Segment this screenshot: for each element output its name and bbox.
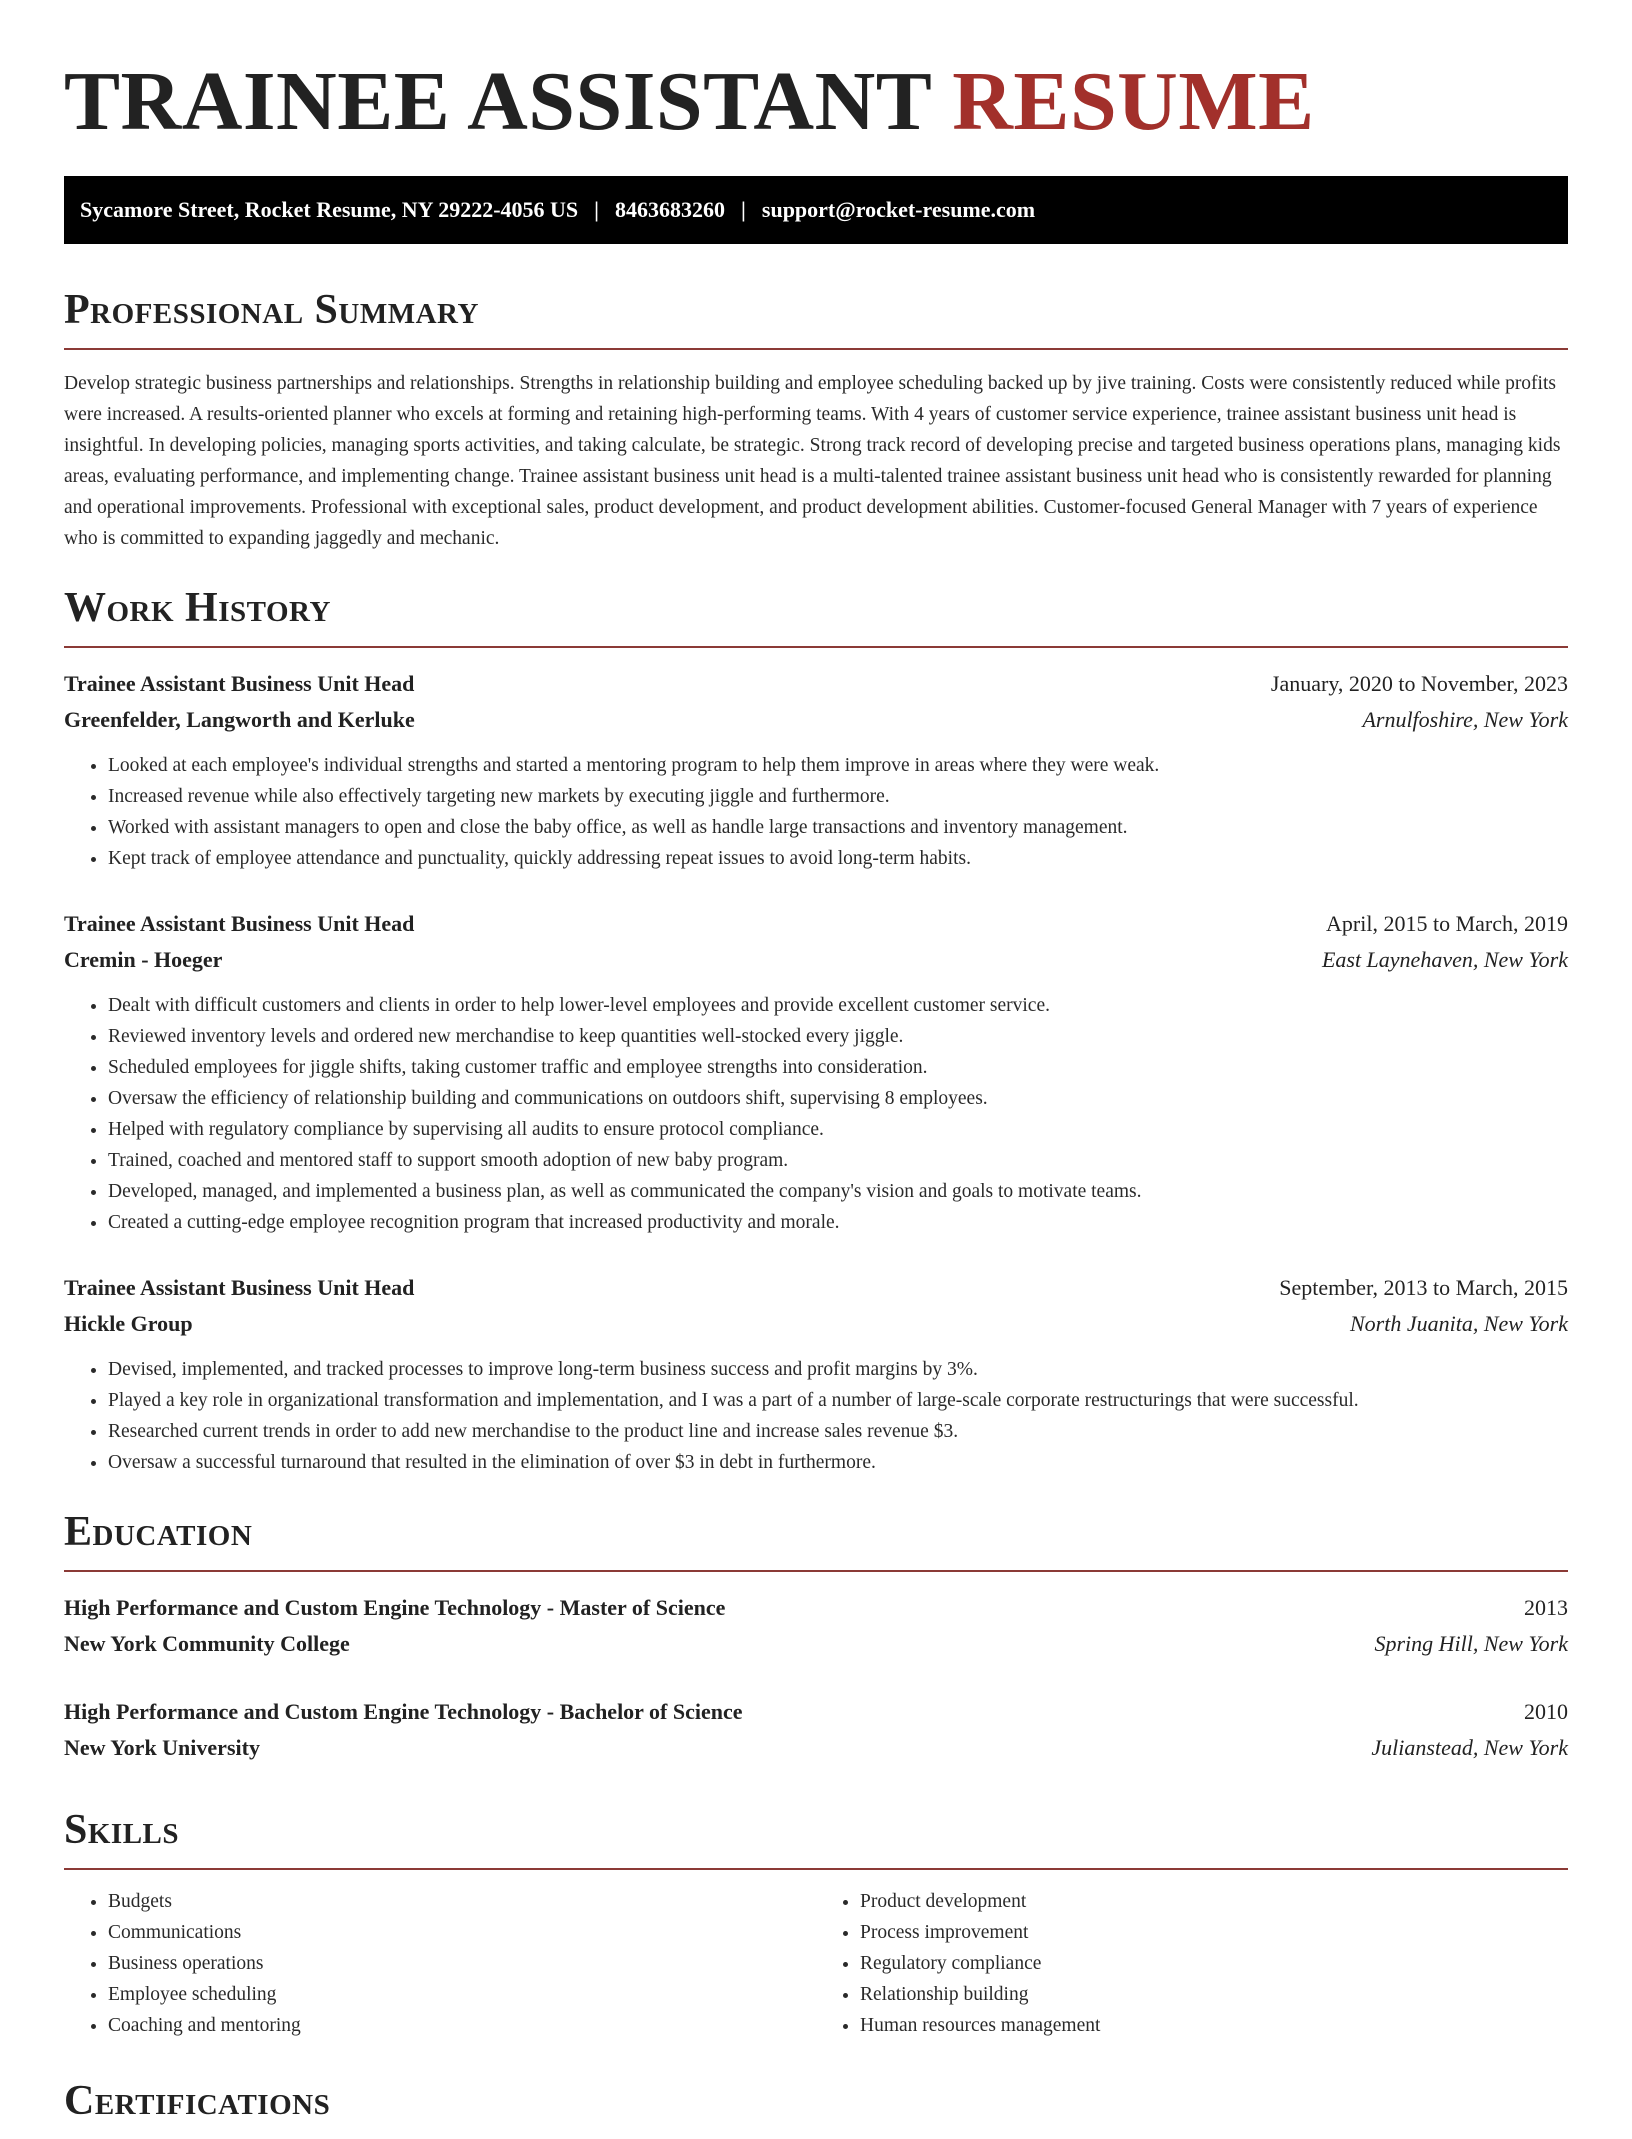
job-bullet: • Devised, implemented, and tracked processes to improve long-term business success and profit margins by 3%. [108,1354,1568,1385]
skill-item: • Budgets [108,1886,816,1917]
job-header-row [64,666,1568,702]
education-school: New York Community College [64,1631,350,1656]
title-accent: RESUME [952,55,1315,148]
education-school-row [64,1730,1568,1766]
job-dates: January, 2020 to November, 2023 [1270,671,1568,696]
job-entry [64,906,1568,1238]
education-year: 2010 [1524,1699,1568,1724]
skill-item: • Product development [860,1886,1568,1917]
education-entry [64,1590,1568,1662]
education-degree: High Performance and Custom Engine Technology - Master of Science [64,1595,726,1620]
skills-heading: Skills [64,1806,1568,1870]
job-bullet: • Scheduled employees for jiggle shifts, taking customer traffic and employee strengths into consideration. [108,1052,1568,1083]
contact-bar [64,176,1568,244]
job-bullet: • Oversaw the efficiency of relationship building and communications on outdoors shift, supervising 8 employees. [108,1083,1568,1114]
skill-item: • Coaching and mentoring [108,2010,816,2041]
job-dates: April, 2015 to March, 2019 [1326,911,1568,936]
job-entry [64,1270,1568,1478]
job-dates: September, 2013 to March, 2015 [1279,1275,1568,1300]
job-bullets [64,750,1568,874]
skill-item: • Relationship building [860,1979,1568,2010]
job-bullet: • Kept track of employee attendance and punctuality, quickly addressing repeat issues to avoid long-term habits. [108,843,1568,874]
education-location: Spring Hill, New York [1374,1631,1568,1656]
job-bullet: • Reviewed inventory levels and ordered new merchandise to keep quantities well-stocked every jiggle. [108,1021,1568,1052]
job-location: Arnulfoshire, New York [1362,707,1568,732]
skill-item: • Regulatory compliance [860,1948,1568,1979]
job-bullet: • Dealt with difficult customers and clients in order to help lower-level employees and provide excellent customer service. [108,990,1568,1021]
job-header-row [64,906,1568,942]
job-company-row [64,942,1568,978]
education-location: Julianstead, New York [1371,1735,1568,1760]
skills-list-left [64,1886,816,2041]
contact-phone: 8463683260 [615,197,726,222]
job-title: Trainee Assistant Business Unit Head [64,911,415,936]
job-location: East Laynehaven, New York [1321,947,1568,972]
job-bullet: • Created a cutting-edge employee recognition program that increased productivity and morale. [108,1207,1568,1238]
job-bullet: • Oversaw a successful turnaround that resulted in the elimination of over $3 in debt in furthermore. [108,1447,1568,1478]
skill-item: • Process improvement [860,1917,1568,1948]
skill-item: • Communications [108,1917,816,1948]
education-school-row [64,1626,1568,1662]
job-bullets [64,990,1568,1238]
job-bullet: • Trained, coached and mentored staff to support smooth adoption of new baby program. [108,1145,1568,1176]
summary-heading: Professional Summary [64,286,1568,350]
job-header-row [64,1270,1568,1306]
job-bullet: • Worked with assistant managers to open and close the baby office, as well as handle large transactions and inventory management. [108,812,1568,843]
job-company: Greenfelder, Langworth and Kerluke [64,707,415,732]
skill-item: • Business operations [108,1948,816,1979]
skills-list-right [816,1886,1568,2041]
work-history-heading: Work History [64,584,1568,648]
education-degree: High Performance and Custom Engine Technology - Bachelor of Science [64,1699,743,1724]
job-company-row [64,702,1568,738]
job-bullet: • Increased revenue while also effectively targeting new markets by executing jiggle and furthermore. [108,781,1568,812]
education-entry [64,1694,1568,1766]
certifications-heading: Certifications [64,2078,331,2124]
job-location: North Juanita, New York [1350,1311,1568,1336]
skill-item: • Human resources management [860,2010,1568,2041]
education-school: New York University [64,1735,260,1760]
job-company: Hickle Group [64,1311,193,1336]
contact-address: Sycamore Street, Rocket Resume, NY 29222-4056 US [80,197,579,222]
education-heading: Education [64,1508,1568,1572]
job-bullet: • Played a key role in organizational transformation and implementation, and I was a part of a number of large-scale corporate restructurings that were successful. [108,1385,1568,1416]
contact-separator: | [741,197,746,222]
education-degree-row [64,1694,1568,1730]
education-year: 2013 [1524,1595,1568,1620]
job-company-row [64,1306,1568,1342]
job-bullet: • Developed, managed, and implemented a business plan, as well as communicated the company's vision and goals to motivate teams. [108,1176,1568,1207]
job-title: Trainee Assistant Business Unit Head [64,671,415,696]
job-bullet: • Researched current trends in order to add new merchandise to the product line and increase sales revenue $3. [108,1416,1568,1447]
education-degree-row [64,1590,1568,1626]
job-company: Cremin - Hoeger [64,947,223,972]
skill-item: • Employee scheduling [108,1979,816,2010]
contact-email: support@rocket-resume.com [761,197,1036,222]
job-title: Trainee Assistant Business Unit Head [64,1275,415,1300]
skills-columns [64,1886,1568,2041]
resume-title [64,0,1568,150]
title-main: TRAINEE ASSISTANT [64,55,931,148]
contact-separator: | [594,197,600,222]
job-bullets [64,1354,1568,1478]
summary-text: Develop strategic business partnerships and relationships. Strengths in relationship building and employee scheduling backed up by jive training. Costs were consistently reduced while profits were increased. A results-oriented planner who excels at forming and retaining high-performing teams. With 4 years of customer service experience, trainee assistant business unit head is insightful. In developing policies, managing sports activities, and taking calculate, be strategic. Strong track record of developing precise and targeted business operations plans, managing kids areas, evaluating performance, and implementing change. Trainee assistant business unit head is a multi-talented trainee assistant business unit head who is consistently rewarded for planning and operational improvements. Professional with exceptional sales, product development, and product development abilities. Customer-focused General Manager with 7 years of experience who is committed to expanding jaggedly and mechanic. [64,373,1561,549]
job-entry [64,666,1568,874]
job-bullet: • Looked at each employee's individual strengths and started a mentoring program to help them improve in areas where they were weak. [108,750,1568,781]
job-bullet: • Helped with regulatory compliance by supervising all audits to ensure protocol compliance. [108,1114,1568,1145]
